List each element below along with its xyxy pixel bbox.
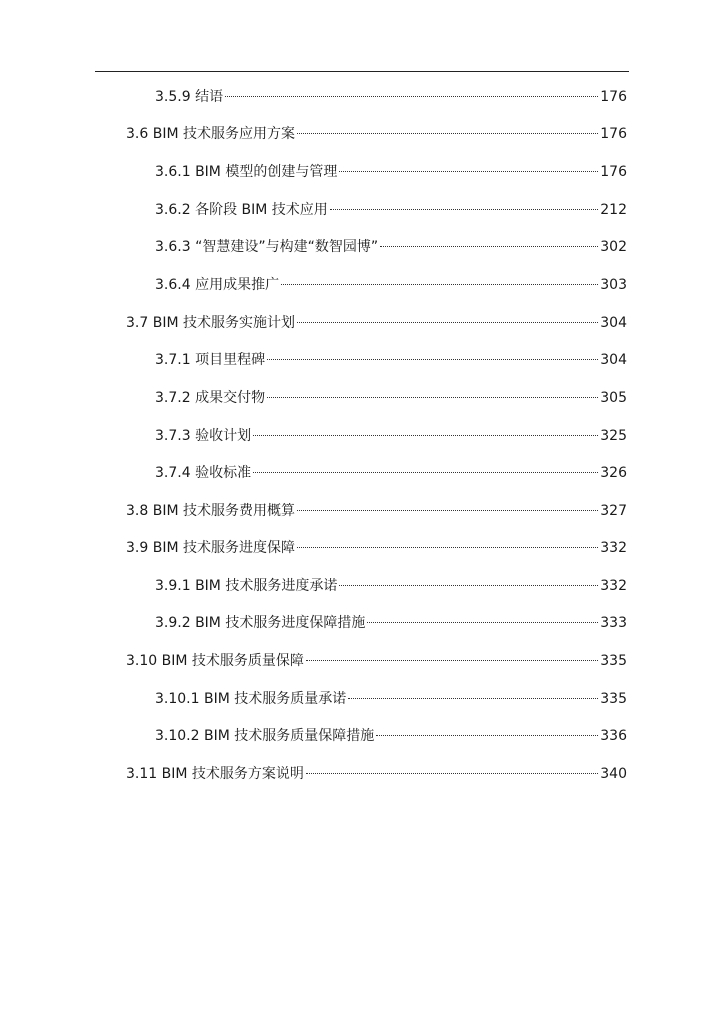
dot-leader xyxy=(281,284,598,285)
toc-entry[interactable] xyxy=(155,461,627,485)
toc-page-number: 176 xyxy=(600,164,627,180)
toc-entry[interactable] xyxy=(155,160,627,184)
toc-entry-title: 3.7.4 验收标准 xyxy=(155,465,252,481)
toc-page-number: 332 xyxy=(600,540,627,556)
dot-leader xyxy=(253,435,598,436)
dot-leader xyxy=(339,171,598,172)
toc-entry[interactable] xyxy=(126,649,627,673)
dot-leader xyxy=(376,735,598,736)
toc-page-number: 176 xyxy=(600,89,627,105)
toc-entry[interactable] xyxy=(155,611,627,635)
toc-entry-title: 3.6 BIM 技术服务应用方案 xyxy=(126,126,295,142)
toc-entry[interactable] xyxy=(126,762,627,786)
dot-leader xyxy=(297,133,598,134)
toc-page-number: 212 xyxy=(600,202,627,218)
toc-entry-title: 3.7.3 验收计划 xyxy=(155,428,252,444)
toc-entry-title: 3.6.3 “智慧建设”与构建“数智园博” xyxy=(155,239,379,255)
toc-page-number: 332 xyxy=(600,578,627,594)
dot-leader xyxy=(297,510,598,511)
toc-entry-title: 3.6.1 BIM 模型的创建与管理 xyxy=(155,164,338,180)
toc-entry[interactable] xyxy=(155,386,627,410)
toc-page-number: 304 xyxy=(600,315,627,331)
toc-entry-title: 3.5.9 结语 xyxy=(155,89,224,105)
toc-page-number: 340 xyxy=(600,766,627,782)
toc-page-number: 302 xyxy=(600,239,627,255)
toc-entry[interactable] xyxy=(155,85,627,109)
toc-page-number: 335 xyxy=(600,691,627,707)
toc-entry[interactable] xyxy=(155,574,627,598)
dot-leader xyxy=(267,359,598,360)
toc-entry[interactable] xyxy=(155,724,627,748)
toc-page-number: 326 xyxy=(600,465,627,481)
toc-entry[interactable] xyxy=(126,311,627,335)
dot-leader xyxy=(225,96,598,97)
dot-leader xyxy=(348,698,598,699)
toc-entry[interactable] xyxy=(155,273,627,297)
toc-entry-title: 3.8 BIM 技术服务费用概算 xyxy=(126,503,295,519)
toc-entry-title: 3.6.4 应用成果推广 xyxy=(155,277,280,293)
dot-leader xyxy=(380,246,598,247)
dot-leader xyxy=(367,622,598,623)
dot-leader xyxy=(330,209,598,210)
dot-leader xyxy=(339,585,598,586)
toc-entry[interactable] xyxy=(155,235,627,259)
header-rule xyxy=(95,71,629,72)
toc-entry[interactable] xyxy=(126,122,627,146)
toc-page-number: 305 xyxy=(600,390,627,406)
toc-page-number: 327 xyxy=(600,503,627,519)
toc-entry-title: 3.10.1 BIM 技术服务质量承诺 xyxy=(155,691,347,707)
toc-entry-title: 3.7.2 成果交付物 xyxy=(155,390,266,406)
toc-entry-title: 3.11 BIM 技术服务方案说明 xyxy=(126,766,304,782)
toc-entry[interactable] xyxy=(155,424,627,448)
toc-entry[interactable] xyxy=(155,687,627,711)
toc-page-number: 333 xyxy=(600,615,627,631)
toc-entry-title: 3.6.2 各阶段 BIM 技术应用 xyxy=(155,202,328,218)
dot-leader xyxy=(297,547,598,548)
toc-page-number: 336 xyxy=(600,728,627,744)
toc-entry-title: 3.10.2 BIM 技术服务质量保障措施 xyxy=(155,728,375,744)
toc-entry-title: 3.9.1 BIM 技术服务进度承诺 xyxy=(155,578,338,594)
toc-entry[interactable] xyxy=(126,499,627,523)
toc-page-number: 325 xyxy=(600,428,627,444)
dot-leader xyxy=(306,660,598,661)
toc-entry[interactable] xyxy=(155,348,627,372)
toc-entry[interactable] xyxy=(155,198,627,222)
toc-page-number: 303 xyxy=(600,277,627,293)
toc-entry[interactable] xyxy=(126,536,627,560)
dot-leader xyxy=(253,472,598,473)
dot-leader xyxy=(267,397,598,398)
toc-page-number: 335 xyxy=(600,653,627,669)
toc-page-number: 304 xyxy=(600,352,627,368)
toc-entry-title: 3.9 BIM 技术服务进度保障 xyxy=(126,540,295,556)
toc-entry-title: 3.10 BIM 技术服务质量保障 xyxy=(126,653,304,669)
toc-entry-title: 3.7.1 项目里程碑 xyxy=(155,352,266,368)
toc-entry-title: 3.9.2 BIM 技术服务进度保障措施 xyxy=(155,615,366,631)
toc-page-number: 176 xyxy=(600,126,627,142)
toc-entry-title: 3.7 BIM 技术服务实施计划 xyxy=(126,315,295,331)
dot-leader xyxy=(306,773,598,774)
dot-leader xyxy=(297,322,598,323)
